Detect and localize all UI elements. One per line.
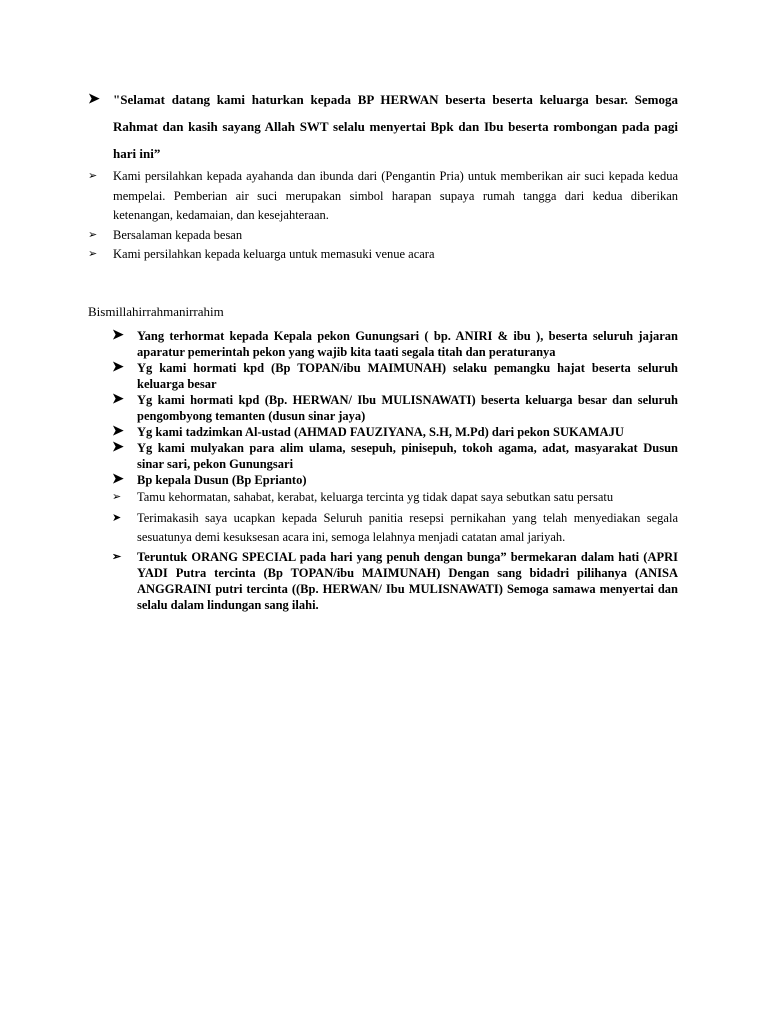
list-item (112, 440, 678, 472)
list-item (112, 360, 678, 392)
list-item-text: Kami persilahkan kepada ayahanda dan ibunda dari (Pengantin Pria) untuk memberikan air suci kepada kedua mempelai. Pemberian air suci merupakan simbol harapan supaya rumah tangga dari kedua diberikan ketenangan, kedamaian, dan kesejahteraan. (113, 169, 678, 222)
arrow-bullet-icon: ➤ (112, 328, 124, 343)
arrow-bullet-icon: ➤ (112, 424, 124, 439)
list-item (112, 328, 678, 360)
greetings-section (112, 328, 678, 613)
list-item (88, 226, 678, 246)
arrow-bullet-icon: ➤ (88, 92, 100, 107)
arrow-bullet-icon: ➤ (112, 392, 124, 407)
arrow-bullet-icon: ➢ (112, 550, 122, 563)
arrow-bullet-icon: ➤ (112, 472, 124, 487)
list-item-text: Bp kepala Dusun (Bp Eprianto) (137, 473, 307, 487)
list-item (112, 424, 678, 440)
list-item-text: Tamu kehormatan, sahabat, kerabat, keluarga tercinta yg tidak dapat saya sebutkan satu persatu (137, 490, 614, 504)
list-item-text: Yg kami tadzimkan Al-ustad (AHMAD FAUZIYANA, S.H, M.Pd) dari pekon SUKAMAJU (137, 425, 624, 439)
list-item (88, 245, 678, 265)
list-item-text: Teruntuk ORANG SPECIAL pada hari yang penuh dengan bunga” bermekaran dalam hati (APRI YADI Putra tercinta (Bp TOPAN/ibu MAIMUNAH) Dengan sang bidadri pilihanya (ANISA ANGGRAINI putri tercinta ((Bp. HERWAN/ Ibu MULISNAWATI) Semoga samawa menyertai dan selalu dalam lindungan sang ilahi. (137, 549, 678, 612)
arrow-bullet-icon: ➤ (112, 440, 124, 455)
list-item (112, 488, 678, 508)
list-item-text: Yg kami hormati kpd (Bp. HERWAN/ Ibu MULISNAWATI) beserta keluarga besar dan seluruh pengombyong temanten (dusun sinar jaya) (137, 393, 678, 423)
welcome-greeting-text: "Selamat datang kami haturkan kepada BP HERWAN beserta beserta keluarga besar. Semoga Rahmat dan kasih sayang Allah SWT selalu menyertai Bpk dan Ibu beserta rombongan pada pagi hari ini” (113, 92, 678, 161)
opening-section (88, 86, 678, 265)
list-item (112, 472, 678, 488)
list-item-text: Bersalaman kepada besan (113, 227, 243, 242)
arrow-bullet-icon: ➤ (112, 360, 124, 375)
list-item (112, 392, 678, 424)
list-item (112, 509, 678, 548)
list-item (112, 549, 678, 613)
arrow-bullet-icon: ➢ (88, 228, 98, 241)
list-item-text: Yg kami hormati kpd (Bp TOPAN/ibu MAIMUNAH) selaku pemangku hajat beserta seluruh keluarga besar (137, 361, 678, 391)
list-item-text: Yang terhormat kepada Kepala pekon Gunungsari ( bp. ANIRI & ibu ), beserta seluruh jajaran aparatur pemerintah pekon yang wajib kita taati segala titah dan peraturanya (137, 329, 678, 359)
arrow-bullet-icon: ➢ (112, 491, 122, 503)
list-item (88, 167, 678, 226)
list-item-text: Kami persilahkan kepada keluarga untuk memasuki venue acara (113, 247, 435, 261)
arrow-bullet-icon: ➢ (88, 170, 98, 182)
arrow-bullet-icon: ➤ (112, 511, 122, 524)
arrow-bullet-icon: ➢ (88, 248, 98, 260)
list-item-text: Yg kami mulyakan para alim ulama, sesepuh, pinisepuh, tokoh agama, adat, masyarakat Dusun sinar sari, pekon Gunungsari (137, 441, 678, 471)
list-item-text: Terimakasih saya ucapkan kepada Seluruh panitia resepsi pernikahan yang telah menyediakan segala sesuatunya demi kesuksesan acara ini, semoga lelahnya menjadi catatan amal jariyah. (137, 510, 678, 544)
section-heading: Bismillahirrahmanirrahim (88, 304, 224, 319)
welcome-greeting (88, 86, 678, 167)
